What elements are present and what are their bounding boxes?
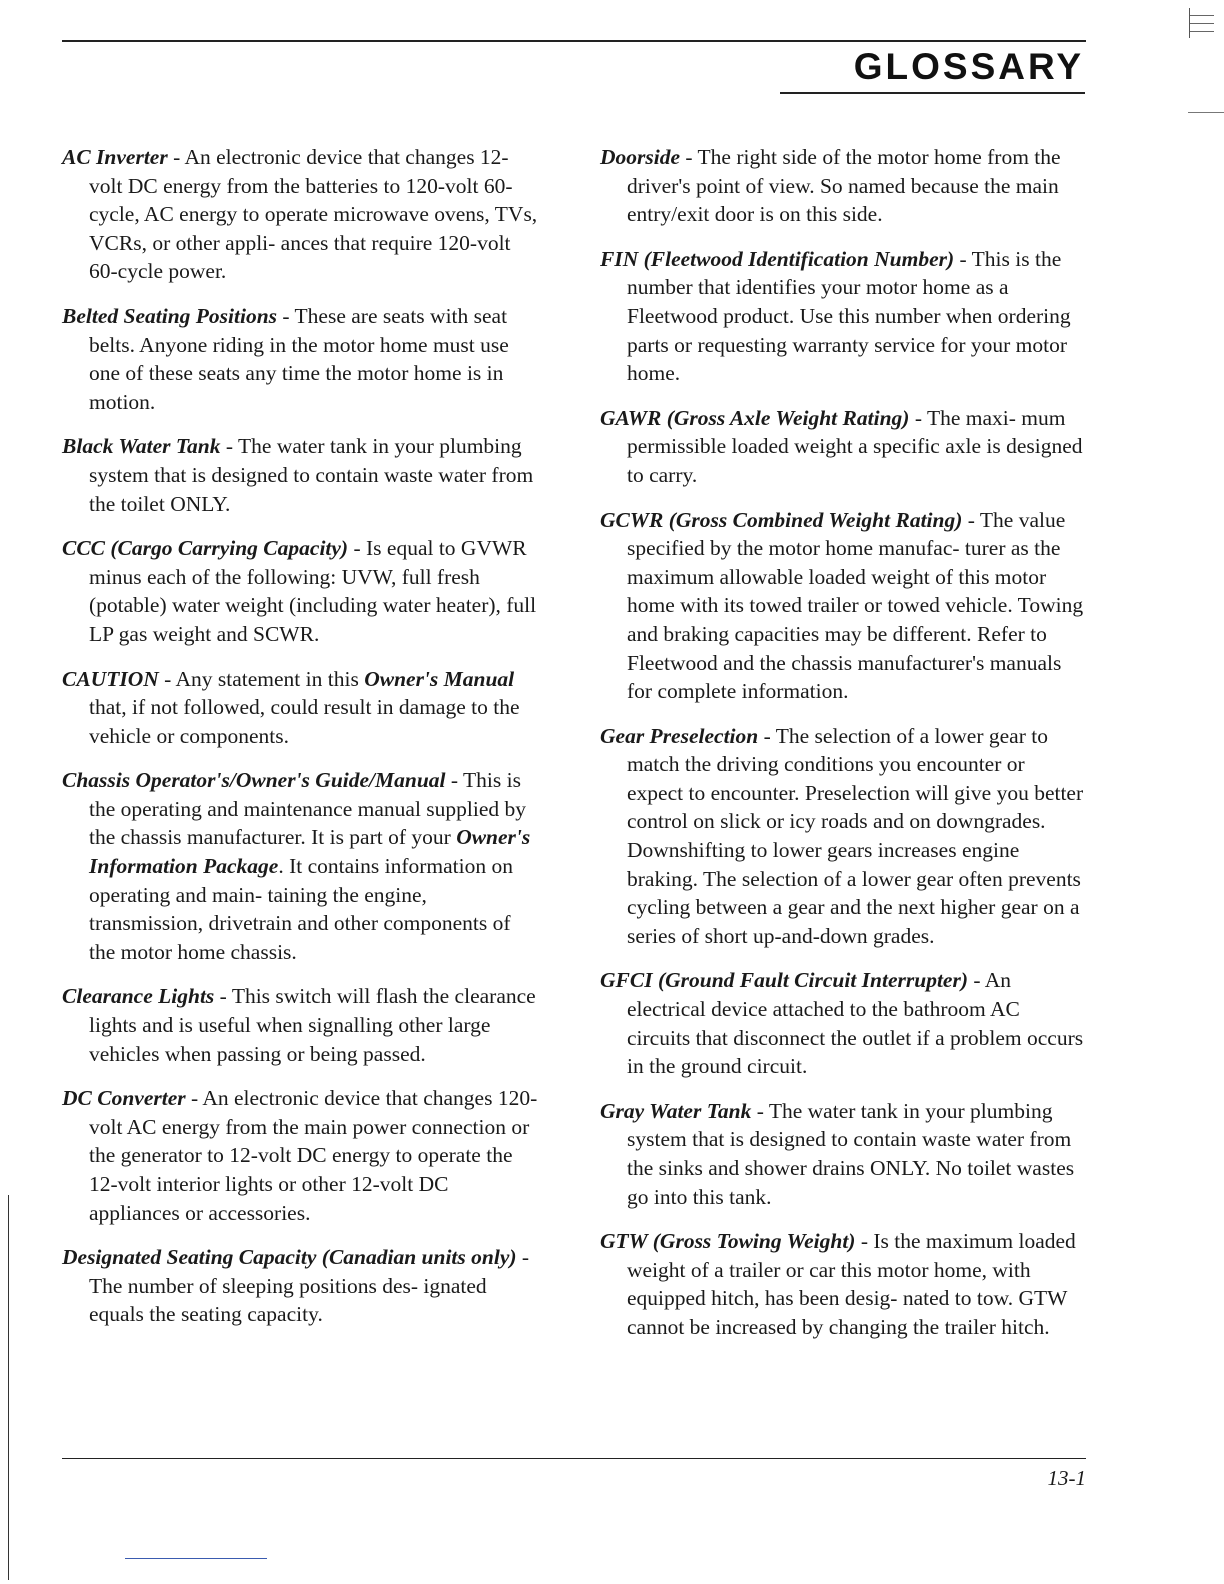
glossary-definition: - Is equal to GVWR minus each of the following: UVW, full fresh (potable) water weight (including water heater), full LP gas weight and SCWR. bbox=[89, 536, 537, 646]
glossary-term: FIN (Fleetwood Identification Number) bbox=[600, 246, 955, 271]
glossary-definition: - The number of sleeping positions des- ignated equals the seating capacity. bbox=[89, 1245, 530, 1327]
footer-rule bbox=[62, 1458, 1086, 1459]
glossary-entry-dc-converter bbox=[62, 1084, 542, 1227]
glossary-definition: - The water tank in your plumbing system that is designed to contain waste water from the sinks and shower drains ONLY. No toilet wastes go into this tank. bbox=[627, 1098, 1075, 1209]
glossary-entry-black-water-tank bbox=[62, 432, 542, 518]
corner-registration-mark bbox=[1189, 8, 1214, 38]
glossary-entry-chassis-guide bbox=[62, 766, 542, 966]
glossary-term: GAWR (Gross Axle Weight Rating) bbox=[600, 405, 910, 430]
glossary-definition: - An electrical device attached to the bathroom AC circuits that disconnect the outlet if a problem occurs in the ground circuit. bbox=[627, 968, 1084, 1079]
glossary-term: GTW (Gross Towing Weight) bbox=[600, 1229, 856, 1254]
glossary-entry-fin bbox=[600, 245, 1085, 388]
glossary-definition: - This is the number that identifies your motor home as a Fleetwood product. Use this number when ordering parts or requesting warranty service for your motor home. bbox=[627, 246, 1071, 386]
glossary-right-column bbox=[600, 143, 1085, 1358]
glossary-term: CAUTION bbox=[62, 666, 159, 691]
glossary-entry-ac-inverter bbox=[62, 143, 542, 286]
glossary-entry-ccc bbox=[62, 534, 542, 648]
glossary-definition-cont: . It contains information on operating and main- taining the engine, transmission, drivetrain and other components of the motor home chassis. bbox=[89, 854, 513, 964]
glossary-definition: - The water tank in your plumbing system that is designed to contain waste water from the toilet ONLY. bbox=[89, 434, 534, 516]
glossary-term: AC Inverter bbox=[62, 145, 168, 169]
glossary-term: Belted Seating Positions bbox=[62, 303, 278, 328]
glossary-definition: - Any statement in this bbox=[158, 666, 365, 691]
glossary-entry-gray-water-tank bbox=[600, 1097, 1085, 1211]
glossary-definition: - This switch will flash the clearance lights and is useful when signalling other large vehicles when passing or being passed. bbox=[89, 984, 536, 1066]
header-rule bbox=[62, 40, 1086, 42]
glossary-definition: - An electronic device that changes 12-volt DC energy from the batteries to 120-volt 60-cycle, AC energy to operate microwave ovens, TVs, VCRs, or other appli- ances that require 120-volt 60-cycle power. bbox=[89, 145, 538, 284]
glossary-term: Gray Water Tank bbox=[600, 1098, 752, 1123]
glossary-term: GCWR (Gross Combined Weight Rating) bbox=[600, 507, 963, 532]
glossary-entry-gtw bbox=[600, 1227, 1085, 1341]
glossary-entry-gfci bbox=[600, 966, 1085, 1080]
glossary-definition: - An electronic device that changes 120-volt AC energy from the main power connection or the generator to 12-volt DC energy to operate the 12-volt interior lights or other 12-volt DC appliances or accessories. bbox=[89, 1086, 538, 1225]
glossary-definition: - The maxi- mum permissible loaded weight a specific axle is designed to carry. bbox=[627, 405, 1083, 487]
page-title: GLOSSARY bbox=[853, 46, 1084, 87]
glossary-term: DC Converter bbox=[62, 1086, 186, 1111]
glossary-entry-gcwr bbox=[600, 506, 1085, 706]
glossary-definition: - The selection of a lower gear to match the driving conditions you encounter or expect to encounter. Preselection will give you better control on slick or icy roads and on downgrades. Downshifting to lower gears increases engine braking. The selection of a lower gear often prevents cycling between a gear and the next higher gear on a series of short up-and-down grades. bbox=[627, 723, 1084, 948]
title-underline bbox=[780, 92, 1085, 94]
glossary-definition: - These are seats with seat belts. Anyone riding in the motor home must use one of these seats any time the motor home is in motion. bbox=[89, 303, 509, 414]
glossary-definition: - This is the operating and maintenance manual supplied by the chassis manufacturer. It is part of your bbox=[89, 768, 527, 850]
glossary-term: Doorside bbox=[600, 145, 681, 169]
glossary-term: Chassis Operator's/Owner's Guide/Manual bbox=[62, 768, 446, 793]
glossary-term: GFCI (Ground Fault Circuit Interrupter) bbox=[600, 968, 968, 993]
glossary-term: Designated Seating Capacity (Canadian units only) bbox=[62, 1245, 517, 1270]
glossary-left-column bbox=[62, 143, 542, 1345]
glossary-entry-gawr bbox=[600, 404, 1085, 490]
glossary-definition: - Is the maximum loaded weight of a trailer or car this motor home, with equipped hitch, has been desig- nated to tow. GTW cannot be increased by changing the trailer hitch. bbox=[627, 1229, 1076, 1339]
scan-artifact-line bbox=[125, 1558, 267, 1559]
binding-edge-line bbox=[8, 1195, 9, 1580]
glossary-entry-doorside bbox=[600, 143, 1085, 229]
margin-tick bbox=[1188, 112, 1224, 113]
glossary-definition: - The value specified by the motor home manufac- turer as the maximum allowable loaded weight of this motor home with its towed trailer or towed vehicle. Towing and braking capacities may be different. Refer to Fleetwood and the chassis manufacturer's manuals for complete information. bbox=[627, 507, 1084, 704]
glossary-term: Gear Preselection bbox=[600, 723, 759, 748]
glossary-term: CCC (Cargo Carrying Capacity) bbox=[62, 536, 349, 561]
glossary-entry-belted-seating bbox=[62, 302, 542, 416]
page-number: 13-1 bbox=[1047, 1466, 1086, 1490]
glossary-term: Clearance Lights bbox=[62, 984, 215, 1009]
glossary-entry-caution bbox=[62, 665, 542, 751]
glossary-definition: - The right side of the motor home from the driver's point of view. So named because the main entry/exit door is on this side. bbox=[627, 145, 1061, 227]
glossary-emphasis: Owner's Manual bbox=[364, 666, 515, 691]
glossary-definition-cont: that, if not followed, could result in damage to the vehicle or components. bbox=[89, 695, 520, 748]
glossary-entry-designated-seating bbox=[62, 1243, 542, 1329]
glossary-emphasis: Owner's Information Package bbox=[89, 825, 531, 879]
glossary-entry-clearance-lights bbox=[62, 982, 542, 1068]
glossary-entry-gear-preselection bbox=[600, 722, 1085, 951]
glossary-term: Black Water Tank bbox=[62, 434, 221, 459]
